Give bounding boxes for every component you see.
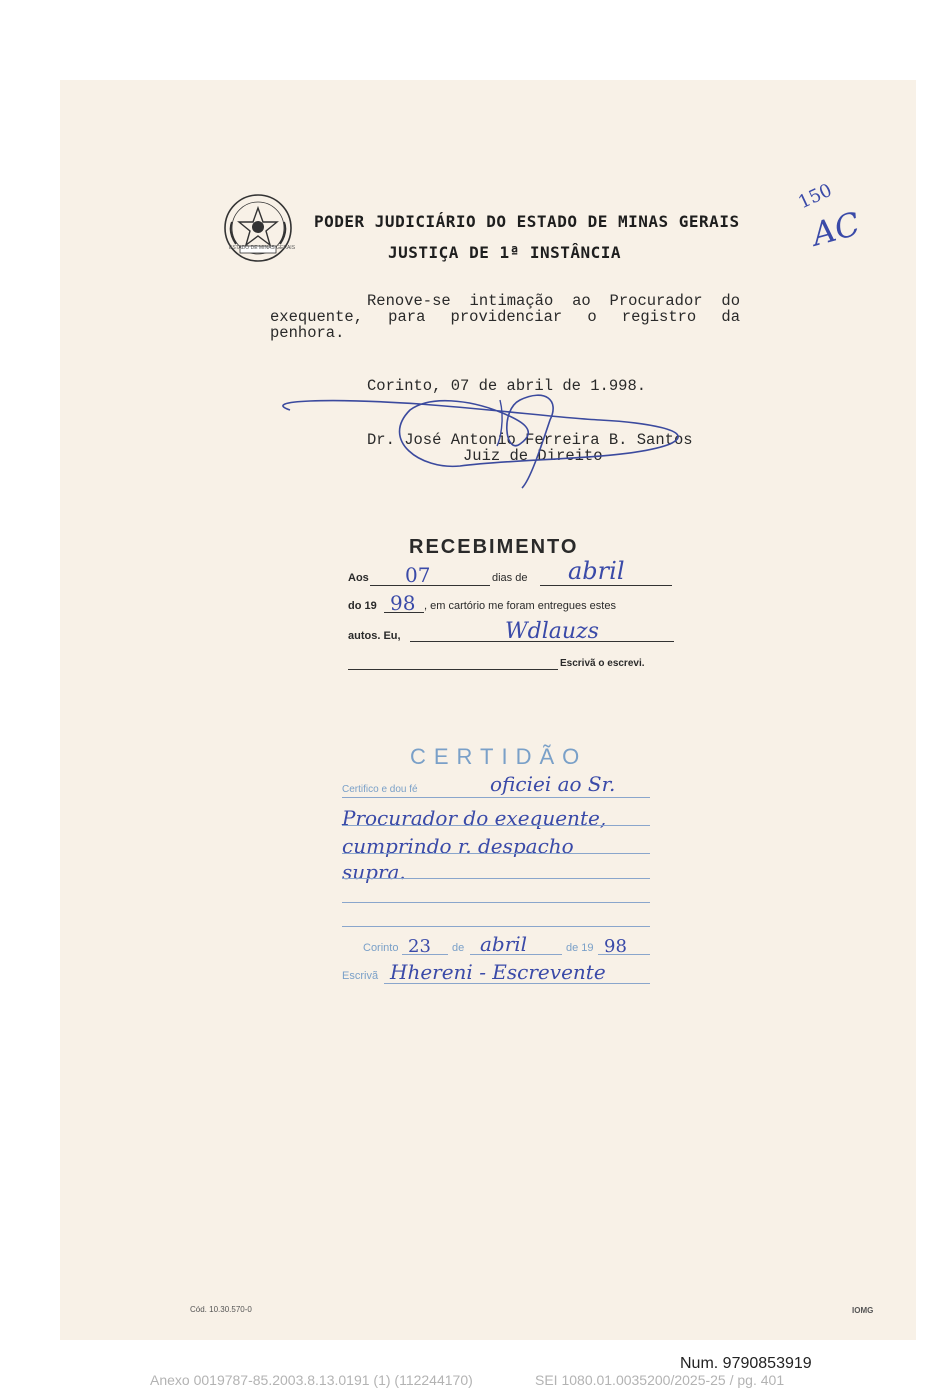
recebimento-aos: Aos xyxy=(348,572,369,584)
certidao-hand-line-1: oficiei ao Sr. xyxy=(490,772,616,796)
certidao-corinto: Corinto xyxy=(363,942,399,954)
printer-mark: IOMG xyxy=(852,1306,874,1315)
despacho-paragraph: Renove-se intimação ao Procurador do exequente, para providenciar o registro da penhora. xyxy=(270,292,740,342)
recebimento-title: RECEBIMENTO xyxy=(409,536,579,558)
despacho-date: Corinto, 07 de abril de 1.998. xyxy=(367,377,647,395)
court-title: PODER JUDICIÁRIO DO ESTADO DE MINAS GERAIS xyxy=(314,212,740,231)
certidao-certifico: Certifico e dou fé xyxy=(342,784,418,795)
certidao-escriva-signature: Hhereni - Escrevente xyxy=(390,960,606,984)
recebimento-day: 07 xyxy=(405,563,431,587)
recebimento-line4: Escrivã o escrevi. xyxy=(560,658,645,669)
certidao-month: abril xyxy=(480,932,528,956)
sei-reference: SEI 1080.01.0035200/2025-25 / pg. 401 xyxy=(535,1372,785,1388)
certidao-hand-line-2: Procurador do exequente, xyxy=(342,806,607,830)
judge-name: Dr. José Antonio Ferreira B. Santos xyxy=(367,431,693,449)
recebimento-line3: autos. Eu, xyxy=(348,630,401,642)
certidao-de: de xyxy=(452,942,465,954)
handwritten-initials: AC xyxy=(807,204,864,254)
escriva-signature: Wdlauzs xyxy=(505,619,599,644)
certidao-hand-line-3: cumprindo r. despacho xyxy=(342,834,574,858)
document-number: Num. 9790853919 xyxy=(680,1355,812,1372)
certidao-year: 98 xyxy=(604,936,627,957)
recebimento-year: 98 xyxy=(390,591,416,615)
recebimento-month: abril xyxy=(568,557,625,585)
seal-text: ESTADO DE MINAS GERAIS xyxy=(229,245,296,251)
handwritten-page-number: 150 xyxy=(795,179,836,214)
certidao-hand-line-4: supra. xyxy=(342,860,406,884)
recebimento-line2: , em cartório me foram entregues estes xyxy=(424,600,616,612)
certidao-de-19: de 19 xyxy=(566,942,594,954)
court-subtitle: JUSTIÇA DE 1ª INSTÂNCIA xyxy=(388,243,622,262)
annex-reference: Anexo 0019787-85.2003.8.13.0191 (1) (112244170) xyxy=(150,1372,473,1388)
certidao-title: CERTIDÃO xyxy=(410,744,588,769)
certidao-day: 23 xyxy=(408,936,431,957)
certidao-escriva: Escrivã xyxy=(342,970,379,982)
recebimento-dias-de: dias de xyxy=(492,572,528,584)
recebimento-do-19: do 19 xyxy=(348,600,377,612)
form-code: Cód. 10.30.570-0 xyxy=(190,1305,252,1314)
judge-title: Juiz de Direito xyxy=(463,447,603,465)
